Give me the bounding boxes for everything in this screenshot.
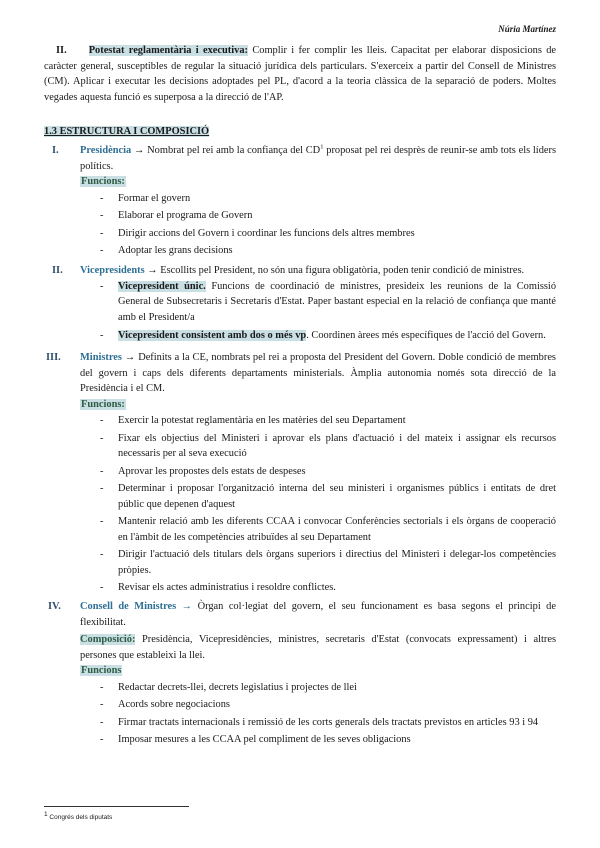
list-item: - Revisar els actes administratius i resoldre conflictes. — [100, 580, 556, 596]
presidencia-list — [100, 191, 556, 259]
author-name: Núria Martínez — [498, 24, 556, 34]
presidencia-name: Presidència — [80, 145, 132, 156]
intro-text: Complir i fer complir les lleis. Capacitat per elaborar disposicions de caràcter general, susceptibles de regular la situació jurídica dels particulars. S'exerceix a partir del Consell de Ministres (CM). Aplicar i executar les decisions adoptades pel PL, d'acord a la teoria clàssica de la separació de poders. Moltes vegades aquesta funció es superposa a la direcció de l'AP. — [44, 45, 556, 103]
list-item: - Dirigir l'actuació dels titulars dels òrgans superiors i directius del Ministeri i delegar-los competències pròpies. — [100, 547, 556, 578]
vicepresident-multi-label: Vicepresident consistent amb dos o més vp — [118, 330, 307, 341]
section-title — [44, 124, 209, 140]
footnote — [44, 810, 112, 826]
list-item: - Fixar els objectius del Ministeri i aprovar els plans d'actuació i del mateix i assignar els recursos necessaris per al seva execució — [100, 431, 556, 462]
presidencia-block — [80, 143, 556, 261]
vicepresident-unic-label: Vicepresident únic. — [118, 280, 206, 292]
list-item: - Mantenir relació amb les diferents CCAA i convocar Conferències sectorials i els òrgans de cooperació en l'àmbit de les competències atribuïdes al seu Departament — [100, 514, 556, 545]
list-item: - Adoptar les grans decisions — [100, 243, 556, 259]
vicepresident-unic-text: Funcions de coordinació de ministres, presideix les reunions de la Comissió General de Subsecretaris i Secretaris d'Estat. Paper bastant especial en la relació de confiança que manté amb el President/a — [118, 280, 557, 323]
list-item — [100, 328, 556, 344]
vicepresident-multi-text: . Coordinen àrees més específiques de l'acció del Govern. — [306, 330, 546, 341]
list-item: - Formar el govern — [100, 191, 556, 207]
ministres-list — [100, 413, 556, 596]
consell-funcions-label: Funcions — [81, 665, 122, 676]
list-item: - Redactar decrets-llei, decrets legislatius i projectes de llei — [100, 680, 556, 696]
vicepresidents-block — [80, 263, 556, 344]
intro-roman: II. — [56, 45, 67, 56]
section-title-text: 1.3 ESTRUCTURA I COMPOSICIÓ — [44, 126, 210, 137]
arrow-icon: → — [144, 265, 161, 276]
vicepresidents-name: Vicepresidents — [80, 265, 145, 276]
consell-roman: IV. — [48, 601, 61, 612]
arrow-icon: → — [131, 145, 148, 156]
ministres-block — [80, 350, 556, 596]
ministres-text: Definits a la CE, nombrats pel rei a proposta del President del Govern. Doble condició de membres del govern i caps dels diferents departaments ministerials. Àmplia autonomia només sota direcció de la Presidència i el CM. — [80, 352, 556, 394]
ministres-roman: III. — [46, 352, 61, 363]
list-item — [100, 279, 556, 326]
presidencia-text-a: Nombrat pel rei amb la confiança del CD — [147, 145, 321, 156]
consell-name: Consell de Ministres — [80, 601, 177, 612]
footnote-text: Congrés dels diputats — [47, 814, 113, 821]
ministres-name: Ministres — [80, 352, 122, 363]
list-item: - Aprovar les propostes dels estats de despeses — [100, 464, 556, 480]
list-item: - Firmar tractats internacionals i remissió de les corts generals dels tractats previstos en articles 93 i 94 — [100, 715, 556, 731]
footnote-mark: 1 — [44, 810, 48, 818]
presidencia-text-b: proposat pel rei desprès de reunir-se amb tots els líders polítics. — [80, 145, 557, 172]
list-item: - Determinar i proposar l'organització interna del seu ministeri i organismes públics i entitats de dret públic que depenen d'aquest — [100, 481, 556, 512]
presidencia-funcions-label: Funcions: — [81, 176, 125, 187]
vicepresidents-roman: II. — [52, 265, 63, 276]
presidencia-roman: I. — [52, 145, 59, 156]
list-item: - Acords sobre negociacions — [100, 697, 556, 713]
consell-composicio-label: Composició: — [80, 634, 136, 645]
arrow-icon: → — [176, 601, 198, 612]
list-item: - Dirigir accions del Govern i coordinar les funcions dels altres membres — [100, 226, 556, 242]
list-item: - Elaborar el programa de Govern — [100, 208, 556, 224]
intro-paragraph — [44, 43, 556, 105]
consell-text: Òrgan col·legiat del govern, el seu funcionament es basa segons el principi de flexibilitat. — [80, 601, 556, 628]
vicepresidents-list — [100, 279, 556, 344]
vicepresidents-text: Escollits pel President, no són una figura obligatòria, poden tenir condició de ministres. — [160, 265, 525, 276]
consell-composicio-text: Presidència, Vicepresidències, ministres, secretaris d'Estat (convocats expressament) i altres persones que estableixi la llei. — [80, 634, 556, 661]
consell-block — [80, 599, 556, 748]
consell-list — [100, 680, 556, 748]
footnote-ref: 1 — [320, 143, 324, 151]
intro-title: Potestat reglamentària i executiva: — [88, 45, 249, 56]
arrow-icon: → — [121, 352, 139, 363]
list-item: - Imposar mesures a les CCAA pel compliment de les seves obligacions — [100, 732, 556, 748]
ministres-funcions-label: Funcions: — [81, 398, 125, 410]
list-item: - Exercir la potestat reglamentària en les matèries del seu Departament — [100, 413, 556, 429]
footnote-separator — [44, 806, 189, 807]
